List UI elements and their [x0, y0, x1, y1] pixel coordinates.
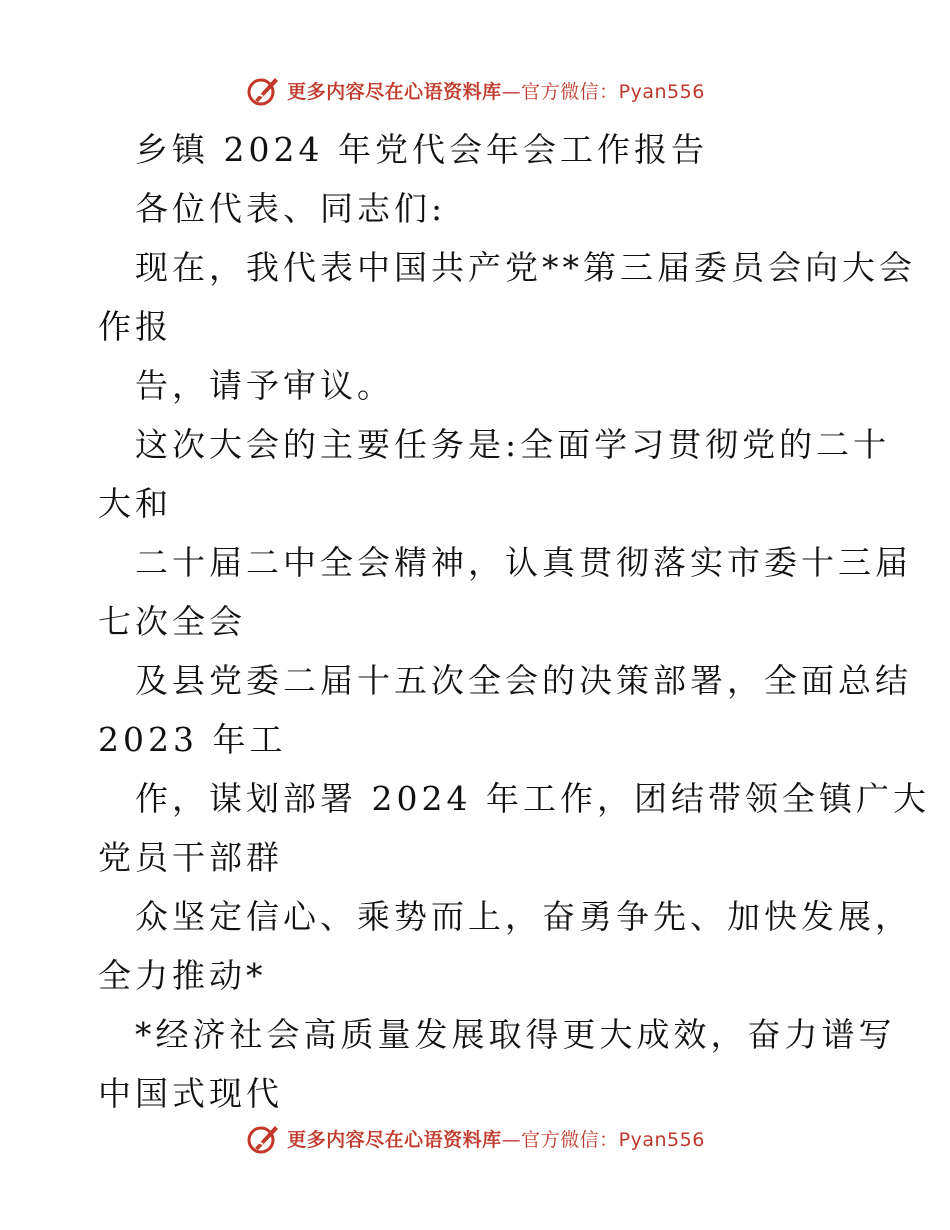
text-line: 这次大会的主要任务是:全面学习贯彻党的二十 [135, 425, 891, 464]
text-line: 作，谋划部署 2024 年工作，团结带领全镇广大 [135, 779, 930, 818]
banner-wechat-text: —官方微信：Pyan556 [501, 1128, 705, 1151]
document-body [98, 120, 930, 1123]
watermark-banner-bottom [0, 1118, 950, 1158]
text-line: 及县党委二届十五次全会的决策部署，全面总结 [135, 661, 912, 700]
banner-brand-text: 更多内容尽在心语资料库 [287, 80, 502, 103]
banner-brand-text: 更多内容尽在心语资料库 [287, 1128, 502, 1151]
text-line: 众坚定信心、乘势而上，奋勇争先、加快发展， [135, 897, 912, 936]
text-line: 告，请予审议。 [135, 366, 394, 405]
text-line: 作报 [98, 307, 172, 346]
text-line: *经济社会高质量发展取得更大成效，奋力谱写 [135, 1015, 896, 1054]
watermark-banner-top [0, 70, 950, 110]
text-line: 各位代表、同志们: [135, 189, 447, 228]
banner-wechat-text: —官方微信：Pyan556 [501, 80, 705, 103]
text-line: 七次全会 [98, 602, 246, 641]
quill-logo-icon [245, 1120, 281, 1156]
text-line: 大和 [98, 484, 172, 523]
quill-logo-icon [245, 72, 281, 108]
text-line: 二十届二中全会精神，认真贯彻落实市委十三届 [135, 543, 912, 582]
text-line: 中国式现代 [98, 1074, 283, 1113]
text-line: 全力推动* [98, 956, 267, 995]
text-line: 现在，我代表中国共产党**第三届委员会向大会 [135, 248, 916, 287]
text-line: 2023 年工 [98, 720, 287, 759]
text-line: 乡镇 2024 年党代会年会工作报告 [135, 130, 708, 169]
text-line: 党员干部群 [98, 838, 283, 877]
